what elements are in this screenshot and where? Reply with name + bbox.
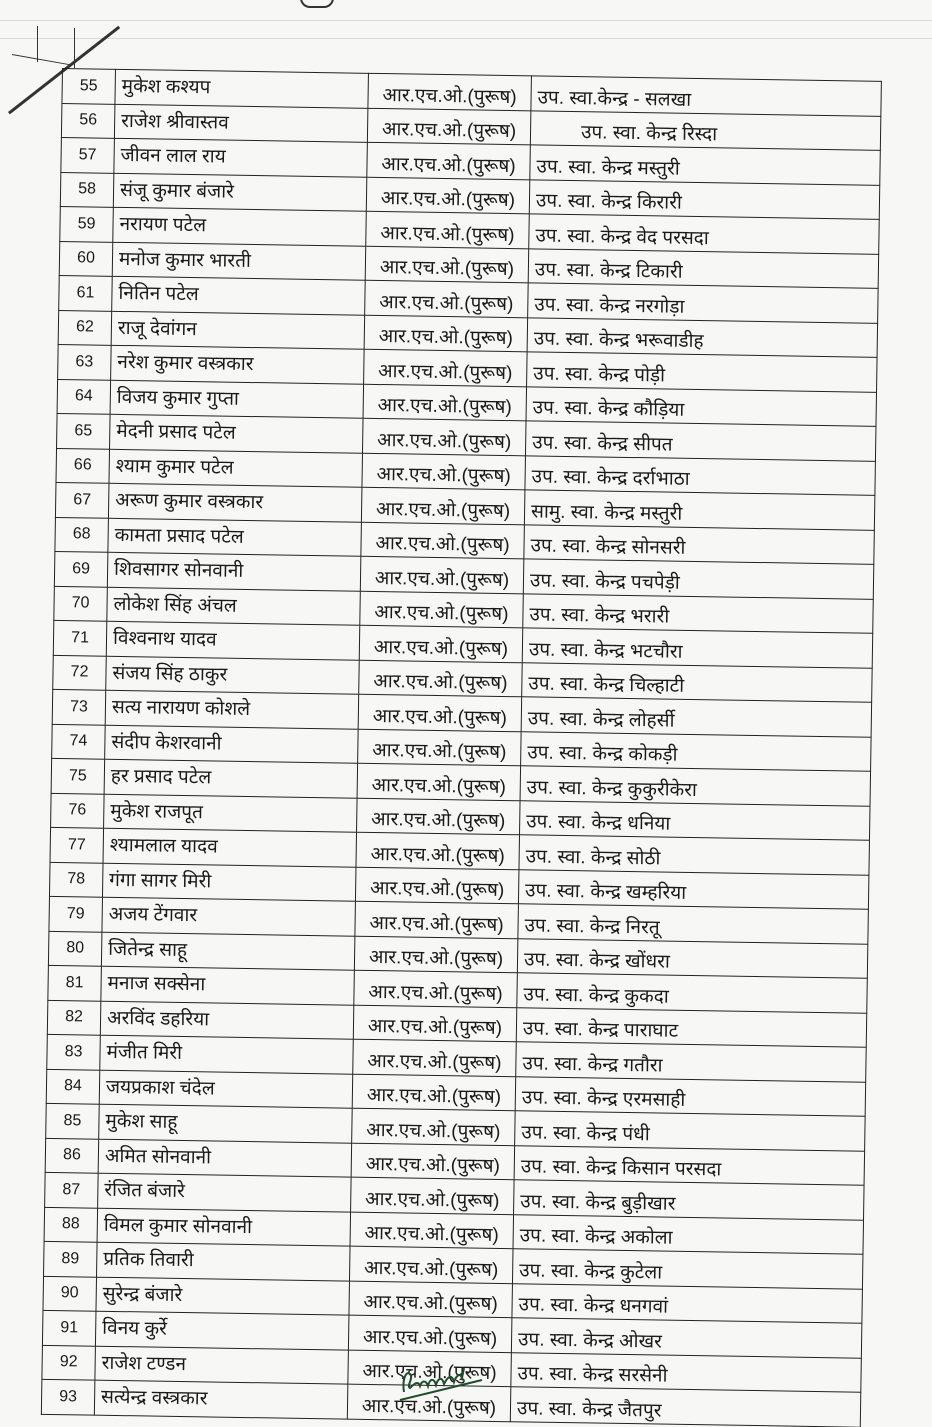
name-cell: सत्य नारायण कोशले [105, 690, 359, 728]
serial-number-cell: 81 [48, 965, 102, 1000]
name-cell: मेदनी प्रसाद पटेल [110, 414, 364, 452]
name-cell: राजू देवांगन [111, 311, 365, 349]
name-cell: संदीप केशरवानी [105, 725, 359, 763]
name-cell: मनोज कुमार भारती [112, 242, 366, 280]
serial-number-cell: 89 [44, 1241, 98, 1276]
paper-edge-line [0, 20, 932, 21]
posting-place-cell: उप. स्वा. केन्द्र किरारी [529, 179, 879, 219]
paper-edge-line [0, 38, 932, 39]
name-cell: श्यामलाल यादव [103, 828, 357, 866]
staff-posting-table [41, 68, 882, 1427]
name-cell: नरायण पटेल [113, 207, 367, 245]
posting-place-cell: उप. स्वा. केन्द्र कुकुरीकेरा [520, 766, 870, 806]
post-cell: आर.एच.ओ.(पुरूष) [352, 1074, 516, 1111]
post-cell: आर.एच.ओ.(पुरूष) [362, 418, 526, 455]
name-cell: श्याम कुमार पटेल [109, 449, 363, 487]
name-cell: राजेश टण्डन [95, 1346, 349, 1384]
serial-number-cell: 86 [45, 1138, 99, 1173]
name-cell: प्रतिक तिवारी [97, 1242, 351, 1280]
serial-number-cell: 73 [52, 689, 106, 724]
serial-number-cell: 92 [42, 1345, 96, 1380]
post-cell: आर.एच.ओ.(पुरूष) [353, 1039, 517, 1076]
serial-number-cell: 62 [58, 310, 112, 345]
posting-place-cell: उप. स्वा. केन्द्र वेद परसदा [529, 214, 879, 254]
name-cell: कामता प्रसाद पटेल [108, 518, 362, 556]
serial-number-cell: 59 [60, 206, 114, 241]
posting-place-cell: उप. स्वा. केन्द्र पाराघाट [516, 1007, 866, 1047]
name-cell: जितेन्द्र साहू [101, 932, 355, 970]
name-cell: संजय सिंह ठाकुर [106, 656, 360, 694]
name-cell: जीवन लाल राय [114, 138, 368, 176]
signature [396, 1360, 486, 1404]
name-cell: विमल कुमार सोनवानी [97, 1208, 351, 1246]
post-cell: आर.एच.ओ.(पुरूष) [367, 108, 531, 145]
serial-number-cell: 91 [42, 1310, 96, 1345]
posting-place-cell: उप. स्वा. केन्द्र एरमसाही [515, 1076, 865, 1116]
post-cell: आर.एच.ओ.(पुरूष) [358, 694, 522, 731]
name-cell: विजय कुमार गुप्ता [110, 380, 364, 418]
posting-place-cell: उप. स्वा. केन्द्र भरारी [523, 593, 873, 633]
name-cell: सुरेन्द्र बंजारे [96, 1277, 350, 1315]
serial-number-cell: 55 [62, 69, 116, 104]
post-cell: आर.एच.ओ.(पुरूष) [368, 73, 532, 110]
name-cell: मंजीत मिरी [100, 1035, 354, 1073]
post-cell: आर.एच.ओ.(पुरूष) [366, 211, 530, 248]
posting-place-cell: उप. स्वा. केन्द्र गतौरा [516, 1042, 866, 1082]
serial-number-cell: 57 [61, 137, 115, 172]
serial-number-cell: 67 [55, 482, 109, 517]
previous-table-border [37, 26, 38, 62]
name-cell: नरेश कुमार वस्त्रकार [111, 345, 365, 383]
name-cell: गंगा सागर मिरी [102, 863, 356, 901]
post-cell: आर.एच.ओ.(पुरूष) [364, 315, 528, 352]
name-cell: विश्वनाथ यादव [106, 621, 360, 659]
table-body [41, 69, 881, 1427]
posting-place-cell: उप. स्वा. केन्द्र पोड़ी [527, 352, 877, 392]
serial-number-cell: 71 [53, 620, 107, 655]
posting-place-cell: सामु. स्वा. केन्द्र मस्तुरी [524, 490, 874, 530]
post-cell: आर.एच.ओ.(पुरूष) [364, 349, 528, 386]
post-cell: आर.एच.ओ.(पुरूष) [355, 867, 519, 904]
posting-place-cell: उप. स्वा. केन्द्र पचपेड़ी [523, 559, 873, 599]
serial-number-cell: 85 [46, 1103, 100, 1138]
post-cell: आर.एच.ओ.(पुरूष) [353, 1005, 517, 1042]
serial-number-cell: 70 [54, 586, 108, 621]
posting-place-cell: उप. स्वा. केन्द्र मस्तुरी [530, 145, 880, 185]
post-cell: आर.एच.ओ.(पुरूष) [351, 1177, 515, 1214]
post-cell: आर.एच.ओ.(पुरूष) [349, 1281, 513, 1318]
serial-number-cell: 77 [50, 827, 104, 862]
name-cell: अरविंद डहरिया [100, 1001, 354, 1039]
serial-number-cell: 93 [41, 1379, 95, 1414]
signature-stroke [403, 1368, 464, 1392]
posting-place-cell: उप. स्वा. केन्द्र सोनसरी [524, 524, 874, 564]
name-cell: सत्येन्द्र वस्त्रकार [94, 1380, 348, 1418]
posting-place-cell: उप. स्वा. केन्द्र रिस्दा [530, 110, 880, 150]
posting-place-cell: उप. स्वा. केन्द्र चिल्हाटी [522, 662, 872, 702]
posting-place-cell: उप. स्वा. केन्द्र बुड़ीखार [514, 1180, 864, 1220]
name-cell: मनाज सक्सेना [101, 966, 355, 1004]
serial-number-cell: 63 [58, 344, 112, 379]
serial-number-cell: 87 [45, 1172, 99, 1207]
posting-place-cell: उप. स्वा. केन्द्र जैतपुर [510, 1387, 860, 1427]
posting-place-cell: उप. स्वा. केन्द्र नरगोड़ा [528, 283, 878, 323]
posting-place-cell: उप. स्वा. केन्द्र भरूवाडीह [527, 317, 877, 357]
name-cell: मुकेश राजपूत [104, 794, 358, 832]
post-cell: आर.एच.ओ.(पुरूष) [358, 729, 522, 766]
serial-number-cell: 66 [56, 448, 110, 483]
posting-place-cell: उप. स्वा. केन्द्र कुटेला [512, 1249, 862, 1289]
name-cell: अरूण कुमार वस्त्रकार [108, 483, 362, 521]
name-cell: लोकेश सिंह अंचल [107, 587, 361, 625]
posting-place-cell: उप. स्वा. केन्द्र सोठी [519, 835, 869, 875]
serial-number-cell: 64 [57, 379, 111, 414]
serial-number-cell: 68 [55, 517, 109, 552]
staff-posting-table-sheet [41, 68, 882, 1427]
post-cell: आर.एच.ओ.(पुरूष) [360, 556, 524, 593]
posting-place-cell: उप. स्वा. केन्द्र टिकारी [528, 248, 878, 288]
post-cell: आर.एच.ओ.(पुरूष) [366, 177, 530, 214]
posting-place-cell: उप. स्वा. केन्द्र पंधी [515, 1111, 865, 1151]
post-cell: आर.एच.ओ.(पुरूष) [350, 1212, 514, 1249]
posting-place-cell: उप. स्वा. केन्द्र कोकड़ी [521, 731, 871, 771]
posting-place-cell: उप. स्वा. केन्द्र अकोला [513, 1214, 863, 1254]
posting-place-cell: उप. स्वा. केन्द्र भटचौरा [522, 628, 872, 668]
posting-place-cell: उप. स्वा. केन्द्र धनिया [520, 800, 870, 840]
name-cell: हर प्रसाद पटेल [104, 759, 358, 797]
page-top-mark [300, 0, 334, 8]
serial-number-cell: 58 [60, 172, 114, 207]
posting-place-cell: उप. स्वा. केन्द्र खम्हरिया [518, 869, 868, 909]
post-cell: आर.एच.ओ.(पुरूष) [357, 798, 521, 835]
serial-number-cell: 74 [52, 724, 106, 759]
name-cell: अजय टेंगवार [102, 897, 356, 935]
post-cell: आर.एच.ओ.(पुरूष) [361, 522, 525, 559]
serial-number-cell: 56 [61, 103, 115, 138]
name-cell: शिवसागर सोनवानी [107, 552, 361, 590]
post-cell: आर.एच.ओ.(पुरूष) [363, 384, 527, 421]
name-cell: विनय कुर्रे [95, 1311, 349, 1349]
posting-place-cell: उप. स्वा. केन्द्र कुकदा [517, 973, 867, 1013]
post-cell: आर.एच.ओ.(पुरूष) [348, 1350, 512, 1387]
post-cell: आर.एच.ओ.(पुरूष) [362, 453, 526, 490]
name-cell: नितिन पटेल [112, 276, 366, 314]
post-cell: आर.एच.ओ.(पुरूष) [365, 280, 529, 317]
name-cell: मुकेश साहू [99, 1104, 353, 1142]
posting-place-cell: उप. स्वा. केन्द्र खोंधरा [517, 938, 867, 978]
post-cell: आर.एच.ओ.(पुरूष) [355, 901, 519, 938]
serial-number-cell: 76 [51, 793, 105, 828]
name-cell: संजू कुमार बंजारे [113, 173, 367, 211]
posting-place-cell: उप. स्वा. केन्द्र धनगवां [512, 1283, 862, 1323]
post-cell: आर.एच.ओ.(पुरूष) [347, 1384, 511, 1421]
post-cell: आर.एच.ओ.(पुरूष) [354, 936, 518, 973]
serial-number-cell: 82 [47, 1000, 101, 1035]
posting-place-cell: उप. स्वा. केन्द्र निरतू [518, 904, 868, 944]
serial-number-cell: 69 [54, 551, 108, 586]
post-cell: आर.एच.ओ.(पुरूष) [351, 1143, 515, 1180]
post-cell: आर.एच.ओ.(पुरूष) [359, 660, 523, 697]
serial-number-cell: 65 [57, 413, 111, 448]
name-cell: जयप्रकाश चंदेल [99, 1070, 353, 1108]
posting-place-cell: उप. स्वा. केन्द्र सरसेनी [511, 1352, 861, 1392]
name-cell: रंजित बंजारे [98, 1173, 352, 1211]
post-cell: आर.एच.ओ.(पुरूष) [354, 970, 518, 1007]
post-cell: आर.एच.ओ.(पुरूष) [348, 1315, 512, 1352]
serial-number-cell: 80 [48, 931, 102, 966]
posting-place-cell: उप. स्वा. केन्द्र ओखर [511, 1318, 861, 1358]
posting-place-cell: उप. स्वा. केन्द्र सीपत [525, 421, 875, 461]
name-cell: मुकेश कश्यप [115, 69, 369, 107]
serial-number-cell: 84 [46, 1069, 100, 1104]
posting-place-cell: उप. स्वा. केन्द्र कौड़िया [526, 386, 876, 426]
posting-place-cell: उप. स्वा.केन्द्र - सलखा [531, 76, 881, 116]
previous-table-border [12, 54, 69, 65]
post-cell: आर.एच.ओ.(पुरूष) [367, 142, 531, 179]
posting-place-cell: उप. स्वा. केन्द्र लोहर्सी [521, 697, 871, 737]
post-cell: आर.एच.ओ.(पुरूष) [357, 763, 521, 800]
serial-number-cell: 72 [53, 655, 107, 690]
post-cell: आर.एच.ओ.(पुरूष) [360, 591, 524, 628]
serial-number-cell: 79 [49, 896, 103, 931]
post-cell: आर.एच.ओ.(पुरूष) [359, 625, 523, 662]
serial-number-cell: 90 [43, 1276, 97, 1311]
serial-number-cell: 88 [44, 1207, 98, 1242]
post-cell: आर.एच.ओ.(पुरूष) [365, 246, 529, 283]
serial-number-cell: 83 [47, 1034, 101, 1069]
name-cell: अमित सोनवानी [98, 1139, 352, 1177]
serial-number-cell: 61 [59, 275, 113, 310]
signature-underline [400, 1380, 482, 1400]
posting-place-cell: उप. स्वा. केन्द्र किसान परसदा [514, 1145, 864, 1185]
serial-number-cell: 78 [49, 862, 103, 897]
post-cell: आर.एच.ओ.(पुरूष) [352, 1108, 516, 1145]
serial-number-cell: 75 [51, 758, 105, 793]
serial-number-cell: 60 [59, 241, 113, 276]
name-cell: राजेश श्रीवास्तव [114, 104, 368, 142]
post-cell: आर.एच.ओ.(पुरूष) [361, 487, 525, 524]
posting-place-cell: उप. स्वा. केन्द्र दर्राभाठा [525, 455, 875, 495]
post-cell: आर.एच.ओ.(पुरूष) [349, 1246, 513, 1283]
post-cell: आर.एच.ओ.(पुरूष) [356, 832, 520, 869]
